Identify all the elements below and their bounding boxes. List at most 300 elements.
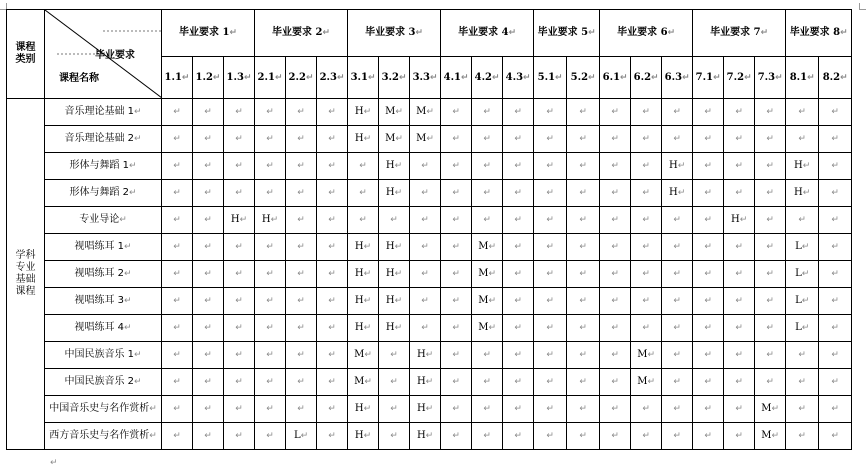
support-level-cell (786, 126, 819, 153)
cell-return-mark: ↵ (134, 107, 142, 117)
cell-return-mark: ↵ (523, 72, 531, 83)
header-sub-requirement (255, 57, 286, 99)
cell-return-mark: ↵ (514, 134, 522, 144)
support-level-cell (600, 99, 631, 126)
support-level-cell (693, 423, 724, 450)
course-name: 视唱练耳 1 (74, 241, 124, 252)
support-level-cell (224, 288, 255, 315)
cell-return-mark: ↵ (514, 350, 522, 360)
sub-requirement-label: 2.1 (257, 71, 275, 83)
support-level: H (385, 295, 395, 306)
support-level-cell (441, 423, 472, 450)
header-sub-requirement (317, 57, 348, 99)
cell-return-mark: ↵ (579, 161, 587, 171)
support-level-cell (631, 423, 662, 450)
cell-return-mark: ↵ (642, 269, 650, 279)
support-level-cell (534, 153, 567, 180)
cell-return-mark: ↵ (704, 404, 712, 414)
cell-return-mark: ↵ (831, 350, 839, 360)
cell-return-mark: ↵ (831, 188, 839, 198)
support-level-cell (286, 342, 317, 369)
support-level: M (416, 106, 427, 117)
cell-return-mark: ↵ (421, 323, 429, 333)
support-level-cell (224, 126, 255, 153)
cell-return-mark: ↵ (647, 377, 656, 387)
cell-return-mark: ↵ (364, 377, 372, 387)
support-level-cell (410, 207, 441, 234)
support-level-cell (693, 126, 724, 153)
cell-return-mark: ↵ (235, 350, 243, 360)
cell-return-mark: ↵ (620, 72, 628, 83)
cell-return-mark: ↵ (359, 215, 367, 225)
cell-return-mark: ↵ (735, 107, 743, 117)
support-level-cell (503, 261, 534, 288)
cell-return-mark: ↵ (492, 72, 500, 83)
support-level-cell (503, 396, 534, 423)
course-name-cell (45, 315, 162, 342)
support-level-cell (534, 261, 567, 288)
support-level-cell (786, 315, 819, 342)
support-level-cell (255, 126, 286, 153)
support-level-cell (379, 234, 410, 261)
cell-return-mark: ↵ (235, 404, 243, 414)
table-row (7, 99, 852, 126)
support-level-cell (410, 342, 441, 369)
cell-return-mark: ↵ (328, 215, 336, 225)
requirement-label: 毕业要求 7 (710, 27, 761, 38)
table-row (7, 288, 852, 315)
cell-return-mark: ↵ (394, 296, 403, 306)
cell-return-mark: ↵ (173, 296, 181, 306)
support-level-cell (286, 153, 317, 180)
cell-return-mark: ↵ (235, 242, 243, 252)
cell-return-mark: ↵ (359, 161, 367, 171)
cell-return-mark: ↵ (611, 242, 619, 252)
cell-return-mark: ↵ (673, 269, 681, 279)
support-level: H (354, 241, 364, 252)
cell-return-mark: ↵ (667, 28, 676, 38)
support-level: H (354, 295, 364, 306)
cell-return-mark: ↵ (611, 350, 619, 360)
page-corner-mark-right (859, 3, 866, 10)
cell-return-mark: ↵ (204, 269, 212, 279)
support-level-cell (600, 261, 631, 288)
cell-return-mark: ↵ (514, 107, 522, 117)
support-level: L (795, 241, 802, 252)
support-level-cell (662, 153, 693, 180)
cell-return-mark: ↵ (831, 404, 839, 414)
header-sub-requirement (162, 57, 193, 99)
header-sub-requirement (755, 57, 786, 99)
sub-requirement-label: 3.1 (350, 71, 368, 83)
course-name: 视唱练耳 4 (74, 322, 124, 333)
cell-return-mark: ↵ (546, 323, 554, 333)
header-sub-requirement (786, 57, 819, 99)
support-level-cell (786, 342, 819, 369)
table-row (7, 207, 852, 234)
support-level-cell (410, 180, 441, 207)
sub-requirement-label: 1.2 (195, 71, 213, 83)
support-level-cell (693, 315, 724, 342)
cell-return-mark: ↵ (204, 404, 212, 414)
support-level-cell (819, 234, 852, 261)
cell-return-mark: ↵ (430, 72, 438, 83)
table-row (7, 396, 852, 423)
support-level-cell (348, 423, 379, 450)
support-level-cell (162, 369, 193, 396)
support-level-cell (224, 153, 255, 180)
requirement-label: 毕业要求 5 (537, 27, 589, 38)
cell-return-mark: ↵ (425, 377, 434, 387)
support-level-cell (224, 342, 255, 369)
support-level-cell (441, 342, 472, 369)
cell-return-mark: ↵ (483, 377, 491, 387)
support-level-cell (162, 153, 193, 180)
cell-return-mark: ↵ (390, 350, 398, 360)
cell-return-mark: ↵ (611, 161, 619, 171)
support-level-cell (410, 288, 441, 315)
support-level-cell (255, 207, 286, 234)
course-name: 视唱练耳 2 (74, 268, 124, 279)
support-level-cell (503, 369, 534, 396)
support-level-cell (662, 396, 693, 423)
sub-requirement-label: 5.1 (537, 71, 556, 83)
support-level-cell (193, 261, 224, 288)
support-level-cell (567, 342, 600, 369)
cell-return-mark: ↵ (421, 269, 429, 279)
cell-return-mark: ↵ (297, 188, 305, 198)
support-level-cell (379, 288, 410, 315)
support-level-cell (631, 315, 662, 342)
support-level-cell (472, 126, 503, 153)
support-level: H (354, 403, 364, 414)
support-level-cell (693, 288, 724, 315)
support-level: H (385, 187, 395, 198)
support-level-cell (286, 99, 317, 126)
support-level-cell (255, 153, 286, 180)
support-level-cell (224, 396, 255, 423)
support-level-cell (410, 234, 441, 261)
support-level-cell (441, 396, 472, 423)
support-level: M (637, 376, 648, 387)
support-level-cell (317, 423, 348, 450)
table-row (7, 234, 852, 261)
course-name-cell (45, 288, 162, 315)
cell-return-mark: ↵ (831, 107, 839, 117)
support-level-cell (819, 396, 852, 423)
cell-return-mark: ↵ (266, 107, 274, 117)
support-level-cell (379, 423, 410, 450)
support-level-cell (193, 99, 224, 126)
cell-return-mark: ↵ (328, 404, 336, 414)
support-level-cell (410, 126, 441, 153)
cell-return-mark: ↵ (831, 161, 839, 171)
support-level: L (795, 295, 802, 306)
sub-requirement-label: 5.2 (570, 71, 589, 83)
cell-return-mark: ↵ (831, 242, 839, 252)
support-level-cell (600, 342, 631, 369)
support-level-cell (162, 180, 193, 207)
support-level: M (478, 322, 489, 333)
cell-return-mark: ↵ (119, 215, 127, 225)
cell-return-mark: ↵ (831, 215, 839, 225)
cell-return-mark: ↵ (735, 377, 743, 387)
cell-return-mark: ↵ (483, 188, 491, 198)
cell-return-mark: ↵ (555, 72, 563, 83)
cell-return-mark: ↵ (651, 72, 659, 83)
header-requirement-6 (600, 10, 693, 57)
cell-return-mark: ↵ (204, 188, 212, 198)
cell-return-mark: ↵ (134, 134, 142, 144)
course-name: 视唱练耳 3 (74, 295, 124, 306)
cell-return-mark: ↵ (546, 350, 554, 360)
support-level-cell (255, 99, 286, 126)
support-level-cell (724, 126, 755, 153)
support-level-cell (348, 342, 379, 369)
support-level-cell (534, 234, 567, 261)
cell-return-mark: ↵ (270, 215, 279, 225)
cell-return-mark: ↵ (235, 296, 243, 306)
cell-return-mark: ↵ (798, 107, 806, 117)
support-level-cell (193, 315, 224, 342)
cell-return-mark: ↵ (452, 215, 460, 225)
cell-return-mark: ↵ (760, 28, 769, 38)
cell-return-mark: ↵ (739, 215, 748, 225)
support-level-cell (441, 99, 472, 126)
support-level: H (230, 214, 240, 225)
support-level-cell (786, 234, 819, 261)
support-level-cell (567, 126, 600, 153)
support-level-cell (662, 261, 693, 288)
cell-return-mark: ↵ (173, 134, 181, 144)
support-level: L (293, 430, 301, 441)
cell-return-mark: ↵ (802, 161, 811, 171)
support-level: H (794, 160, 803, 171)
support-level-cell (662, 126, 693, 153)
cell-return-mark: ↵ (300, 431, 309, 441)
support-level-cell (600, 315, 631, 342)
cell-return-mark: ↵ (673, 404, 681, 414)
header-row-requirements (7, 10, 852, 57)
cell-return-mark: ↵ (452, 188, 460, 198)
support-level-cell (662, 207, 693, 234)
cell-return-mark: ↵ (129, 188, 137, 198)
cell-return-mark: ↵ (704, 377, 712, 387)
support-level-cell (693, 153, 724, 180)
cell-return-mark: ↵ (452, 161, 460, 171)
support-level-cell (472, 99, 503, 126)
support-level-cell (534, 126, 567, 153)
cell-return-mark: ↵ (394, 242, 403, 252)
cell-return-mark: ↵ (514, 296, 522, 306)
cell-return-mark: ↵ (452, 404, 460, 414)
cell-return-mark: ↵ (266, 350, 274, 360)
cell-return-mark: ↵ (677, 188, 686, 198)
cell-return-mark: ↵ (421, 296, 429, 306)
cell-return-mark: ↵ (235, 188, 243, 198)
support-level-cell (441, 234, 472, 261)
support-level-cell (441, 315, 472, 342)
support-level-cell (379, 261, 410, 288)
support-level-cell (193, 288, 224, 315)
cell-return-mark: ↵ (673, 323, 681, 333)
cell-return-mark: ↵ (395, 107, 403, 117)
support-level-cell (755, 180, 786, 207)
cell-return-mark: ↵ (367, 72, 376, 83)
support-level-cell (348, 369, 379, 396)
support-level-cell (441, 180, 472, 207)
cell-return-mark: ↵ (798, 377, 806, 387)
cell-return-mark: ↵ (588, 28, 596, 38)
cell-return-mark: ↵ (673, 107, 681, 117)
support-level-cell (224, 369, 255, 396)
header-sub-requirement (379, 57, 410, 99)
support-level-cell (534, 315, 567, 342)
support-level-cell (224, 315, 255, 342)
cell-return-mark: ↵ (704, 134, 712, 144)
support-level-cell (600, 180, 631, 207)
support-level-cell (379, 153, 410, 180)
cell-return-mark: ↵ (266, 161, 274, 171)
course-name: 中国民族音乐 1 (64, 349, 134, 360)
support-level-cell (600, 126, 631, 153)
support-level: M (761, 430, 772, 441)
cell-return-mark: ↵ (336, 72, 345, 83)
cell-return-mark: ↵ (807, 72, 815, 83)
support-level-cell (819, 99, 852, 126)
course-name: 音乐理论基础 1 (64, 106, 134, 117)
cell-return-mark: ↵ (546, 161, 554, 171)
support-level: M (478, 268, 489, 279)
header-requirement-8 (786, 10, 852, 57)
cell-return-mark: ↵ (235, 431, 243, 441)
course-name: 中国音乐史与名作赏析 (49, 403, 150, 414)
cell-return-mark: ↵ (297, 107, 305, 117)
course-name-cell (45, 396, 162, 423)
support-level-cell (503, 180, 534, 207)
cell-return-mark: ↵ (243, 72, 252, 83)
cell-return-mark: ↵ (579, 269, 587, 279)
table-row (7, 261, 852, 288)
support-level-cell (819, 342, 852, 369)
support-level: H (385, 268, 395, 279)
cell-return-mark: ↵ (173, 323, 181, 333)
support-level-cell (631, 207, 662, 234)
sub-requirement-label: 6.2 (633, 71, 652, 83)
support-level-cell (472, 342, 503, 369)
header-requirement-1 (162, 10, 255, 57)
support-level-cell (193, 234, 224, 261)
cell-return-mark: ↵ (421, 215, 429, 225)
sub-requirement-label: 4.2 (474, 71, 493, 83)
cell-return-mark: ↵ (297, 323, 305, 333)
support-level-cell (631, 369, 662, 396)
support-level-cell (379, 207, 410, 234)
cell-return-mark: ↵ (642, 134, 650, 144)
cell-return-mark: ↵ (134, 377, 142, 387)
support-level-cell (348, 234, 379, 261)
cell-return-mark: ↵ (546, 296, 554, 306)
cell-return-mark: ↵ (173, 404, 181, 414)
support-level-cell (472, 234, 503, 261)
support-level-cell (162, 99, 193, 126)
cell-return-mark: ↵ (173, 269, 181, 279)
support-level-cell (317, 180, 348, 207)
cell-return-mark: ↵ (297, 269, 305, 279)
support-level-cell (534, 369, 567, 396)
cell-return-mark: ↵ (798, 431, 806, 441)
support-level-cell (631, 342, 662, 369)
support-level-cell (503, 288, 534, 315)
support-level-cell (819, 315, 852, 342)
support-level-cell (819, 288, 852, 315)
support-level-cell (348, 396, 379, 423)
support-level-cell (819, 207, 852, 234)
support-level-cell (224, 207, 255, 234)
cell-return-mark: ↵ (415, 28, 424, 38)
cell-return-mark: ↵ (735, 134, 743, 144)
cell-return-mark: ↵ (766, 269, 774, 279)
header-sub-requirement (631, 57, 662, 99)
support-level-cell (662, 234, 693, 261)
header-sub-requirement (410, 57, 441, 99)
table-row (7, 180, 852, 207)
support-level-cell (255, 342, 286, 369)
cell-return-mark: ↵ (642, 323, 650, 333)
cell-return-mark: ↵ (394, 269, 403, 279)
support-level-cell (472, 261, 503, 288)
support-level: H (794, 187, 803, 198)
cell-return-mark: ↵ (801, 242, 810, 252)
header-requirement-7 (693, 10, 786, 57)
cell-return-mark: ↵ (328, 323, 336, 333)
support-level-cell (286, 288, 317, 315)
support-level: H (354, 268, 364, 279)
cell-return-mark: ↵ (766, 323, 774, 333)
cell-return-mark: ↵ (266, 134, 274, 144)
cell-return-mark: ↵ (546, 404, 554, 414)
cell-return-mark: ↵ (394, 188, 403, 198)
cell-return-mark: ↵ (421, 242, 429, 252)
cell-return-mark: ↵ (735, 350, 743, 360)
support-level-cell (631, 234, 662, 261)
cell-return-mark: ↵ (704, 269, 712, 279)
cell-return-mark: ↵ (328, 377, 336, 387)
cell-return-mark: ↵ (363, 323, 372, 333)
support-level-cell (693, 180, 724, 207)
header-requirement-3 (348, 10, 441, 57)
support-level-cell (286, 423, 317, 450)
support-level-cell (600, 234, 631, 261)
support-level-cell (379, 342, 410, 369)
cell-return-mark: ↵ (266, 242, 274, 252)
cell-return-mark: ↵ (704, 296, 712, 306)
cell-return-mark: ↵ (611, 215, 619, 225)
cell-return-mark: ↵ (514, 323, 522, 333)
cell-return-mark: ↵ (766, 215, 774, 225)
cell-return-mark: ↵ (204, 215, 212, 225)
cell-return-mark: ↵ (390, 377, 398, 387)
support-level: M (385, 133, 396, 144)
support-level-cell (410, 261, 441, 288)
cell-return-mark: ↵ (508, 28, 517, 38)
support-level-cell (162, 288, 193, 315)
cell-return-mark: ↵ (229, 28, 238, 38)
support-level-cell (286, 396, 317, 423)
support-level: H (261, 214, 271, 225)
header-requirement-5 (534, 10, 600, 57)
cell-return-mark: ↵ (461, 72, 469, 83)
